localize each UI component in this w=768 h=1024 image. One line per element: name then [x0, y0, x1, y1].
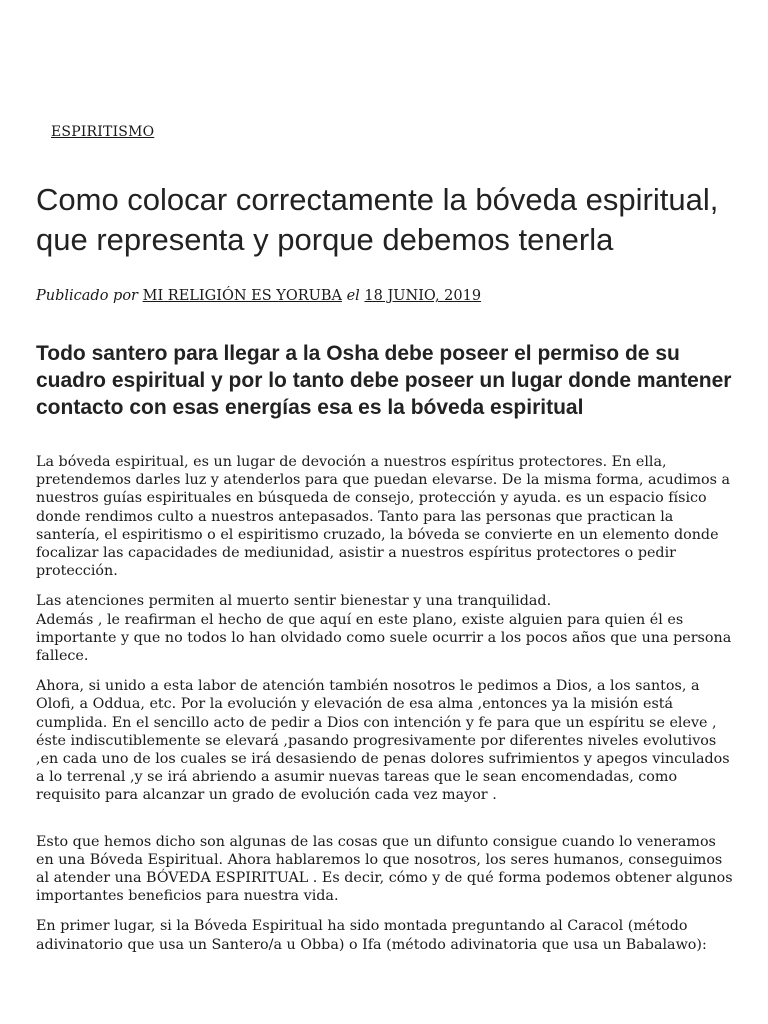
article-title: Como colocar correctamente la bóveda espiritual, que representa y porque debemos tenerla	[36, 182, 719, 257]
date-connector: el	[346, 288, 360, 304]
article-lead: Todo santero para llegar a la Osha debe poseer el permiso de su cuadro espiritual y por lo tanto debe poseer un lugar donde mantener contacto con esas energías esa es la bóveda espiritual	[36, 342, 732, 419]
category-link[interactable]: ESPIRITISMO	[51, 124, 155, 140]
author-link[interactable]: MI RELIGIÓN ES YORUBA	[142, 288, 342, 304]
paragraph-2-line-2: Además , le reafirman el hecho de que aquí en este plano, existe alguien para quien él es importante y que no todos lo han olvidado como suele ocurrir a los pocos años que una persona fallece.	[36, 611, 732, 665]
paragraph-2-line-1: Las atenciones permiten al muerto sentir bienestar y una tranquilidad.	[36, 593, 552, 610]
paragraph-4: Esto que hemos dicho son algunas de las cosas que un difunto consigue cuando lo veneramos en una Bóveda Espiritual. Ahora hablaremos lo que nosotros, los seres humanos, conseguimos al atender una BÓVEDA ESPIRITUAL . Es decir, cómo y de qué forma podemos obtener algunos importantes beneficios para nuestra vida.	[36, 833, 733, 905]
paragraph-2	[36, 592, 736, 665]
paragraph-3: Ahora, si unido a esta labor de atención también nosotros le pedimos a Dios, a los santos, a Olofi, a Oddua, etc. Por la evolución y elevación de esa alma ,entonces ya la misión está cumplida. En el sencillo acto de pedir a Dios con intención y fe para que un espíritu se eleve , éste indiscutiblemente se elevará ,pasando progresivamente por diferentes niveles evolutivos ,en cada uno de los cuales se irá desasiendo de penas dolores sufrimientos y apegos vinculados a lo terrenal ,y se irá abriendo a asumir nuevas tareas que le sean encomendadas, como requisito para alcanzar un grado de evolución cada vez mayor .	[36, 678, 730, 804]
paragraph-5: En primer lugar, si la Bóveda Espiritual ha sido montada preguntando al Caracol (método adivinatorio que usa un Santero/a u Obba) o Ifa (método adivinatoria que usa un Babalawo):	[36, 918, 707, 953]
published-by-label: Publicado por	[36, 288, 138, 304]
paragraph-1: La bóveda espiritual, es un lugar de devoción a nuestros espíritus protectores. En ella, pretendemos darles luz y atenderlos para que puedan elevarse. De la misma forma, acudimos a nuestros guías espirituales en búsqueda de consejo, protección y ayuda. es un espacio físico donde rendimos culto a nuestros antepasados. Tanto para las personas que practican la santería, el espiritismo o el espiritismo cruzado, la bóveda se convierte en un elemento donde focalizar las capacidades de mediunidad, asistir a nuestros espíritus protectores o pedir protección.	[36, 454, 731, 580]
article-meta	[36, 288, 481, 304]
article-body	[36, 453, 736, 966]
date-link[interactable]: 18 JUNIO, 2019	[364, 288, 482, 304]
